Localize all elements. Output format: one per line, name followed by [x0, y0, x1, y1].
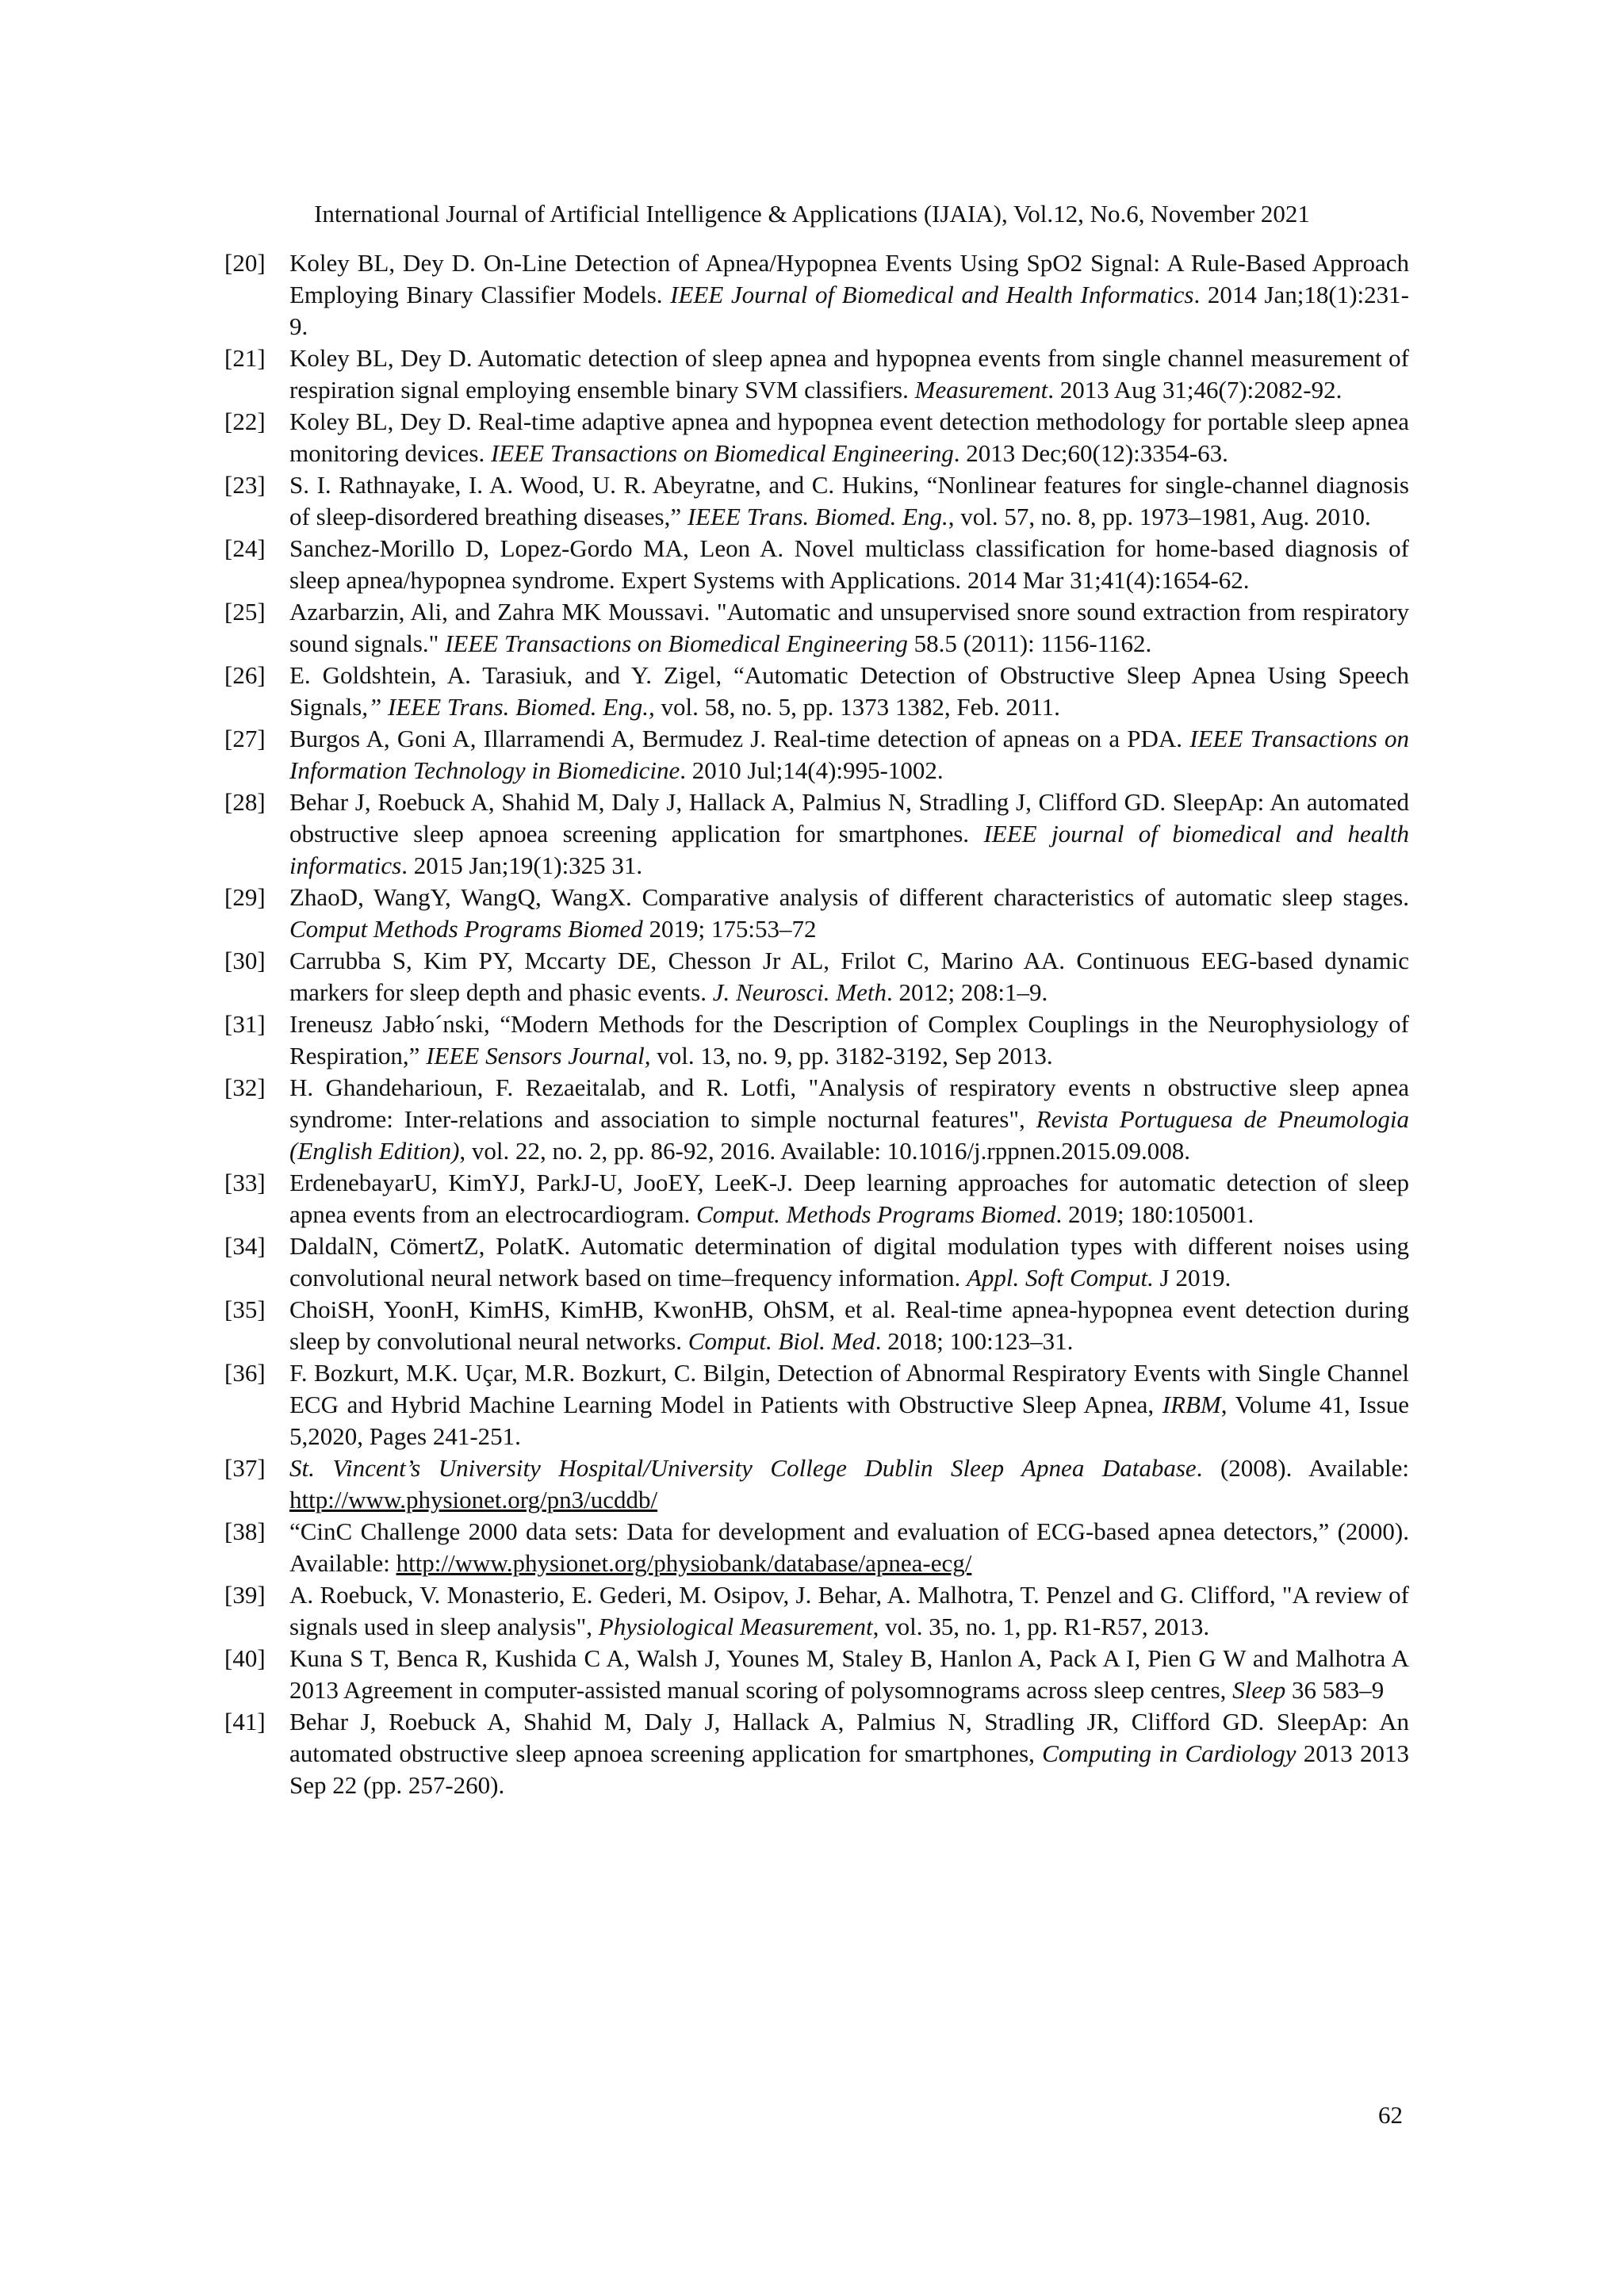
- reference-item: [224, 1294, 1409, 1357]
- reference-text-segment: Burgos A, Goni A, Illarramendi A, Bermudez J. Real-time detection of apneas on a PDA.: [289, 725, 1190, 752]
- reference-italic-text: Appl. Soft Comput.: [966, 1264, 1154, 1292]
- reference-text-segment: . 2012; 208:1–9.: [886, 978, 1048, 1006]
- reference-list: [224, 247, 1409, 1801]
- reference-text-segment: . 2014 Jan;18(1):231-9.: [289, 281, 1409, 340]
- reference-text: [289, 1516, 1409, 1579]
- reference-text: [289, 469, 1409, 533]
- reference-italic-text: IEEE Transactions on Biomedical Engineering: [445, 629, 908, 657]
- reference-item: [224, 469, 1409, 533]
- reference-text-segment: H. Ghandeharioun, F. Rezaeitalab, and R. Lotfi, "Analysis of respiratory events n obstructive sleep apnea syndrome: Inter-relations and association to simple nocturnal features",: [289, 1073, 1409, 1133]
- reference-item: [224, 342, 1409, 406]
- reference-text: [289, 1294, 1409, 1357]
- reference-text-segment: . 2013 Dec;60(12):3354-63.: [953, 439, 1228, 467]
- reference-text-segment: . 2013 Aug 31;46(7):2082-92.: [1048, 376, 1342, 404]
- reference-text: [289, 1452, 1409, 1516]
- reference-text-segment: DaldalN, CömertZ, PolatK. Automatic determination of digital modulation types with different noises using convolutional neural network based on time–frequency information.: [289, 1232, 1409, 1292]
- reference-text: [289, 1357, 1409, 1452]
- reference-text-segment: vol. 58, no. 5, pp. 1373 1382, Feb. 2011.: [654, 693, 1060, 721]
- reference-text: [289, 945, 1409, 1008]
- reference-item: [224, 247, 1409, 342]
- reference-item: [224, 1643, 1409, 1706]
- reference-text: [289, 1008, 1409, 1072]
- reference-text-segment: S. I. Rathnayake, I. A. Wood, U. R. Abeyratne, and C. Hukins, “Nonlinear features for single-channel diagnosis of sleep-disordered breathing diseases,”: [289, 471, 1409, 530]
- reference-italic-text: IEEE journal of biomedical and health informatics: [289, 820, 1409, 879]
- reference-number: [38]: [224, 1517, 266, 1545]
- reference-italic-text: IEEE Transactions on Information Technology in Biomedicine: [289, 725, 1409, 784]
- reference-text: [289, 342, 1409, 406]
- reference-italic-text: Comput. Biol. Med: [688, 1327, 875, 1355]
- reference-number: [20]: [224, 249, 266, 277]
- reference-number: [39]: [224, 1581, 266, 1609]
- reference-text-segment: A. Roebuck, V. Monasterio, E. Gederi, M. Osipov, J. Behar, A. Malhotra, T. Penzel and G. Clifford, "A review of signals used in sleep analysis",: [289, 1581, 1409, 1640]
- reference-number: [21]: [224, 344, 266, 372]
- reference-text-segment: Ireneusz Jabło´nski, “Modern Methods for the Description of Complex Couplings in the Neurophysiology of Respiration,”: [289, 1010, 1409, 1070]
- page-number: 62: [1378, 2101, 1403, 2129]
- reference-text-segment: ChoiSH, YoonH, KimHS, KimHB, KwonHB, OhSM, et al. Real-time apnea-hypopnea event detection during sleep by convolutional neural networks.: [289, 1295, 1409, 1355]
- reference-italic-text: IRBM: [1162, 1391, 1221, 1418]
- reference-text-segment: . 2010 Jul;14(4):995-1002.: [680, 756, 944, 784]
- reference-text-segment: F. Bozkurt, M.K. Uçar, M.R. Bozkurt, C. Bilgin, Detection of Abnormal Respiratory Events with Single Channel ECG and Hybrid Machine Learning Model in Patients with Obstructive Sleep Apnea,: [289, 1359, 1409, 1418]
- reference-item: [224, 1579, 1409, 1643]
- reference-italic-text: Sleep: [1232, 1676, 1286, 1704]
- reference-link[interactable]: http://www.physionet.org/physiobank/database/apnea-ecg/: [396, 1549, 972, 1577]
- reference-item: [224, 1230, 1409, 1294]
- reference-link[interactable]: http://www.physionet.org/pn3/ucddb/: [289, 1486, 658, 1513]
- reference-item: [224, 406, 1409, 469]
- reference-text: [289, 596, 1409, 660]
- reference-italic-text: Revista Portuguesa de Pneumologia (English Edition): [289, 1105, 1409, 1165]
- reference-text-segment: , vol. 57, no. 8, pp. 1973–1981, Aug. 2010.: [948, 503, 1371, 530]
- reference-text-segment: 2019; 175:53–72: [642, 915, 817, 943]
- reference-italic-text: Measurement: [914, 376, 1048, 404]
- reference-text: [289, 1167, 1409, 1230]
- reference-italic-text: Physiological Measurement: [598, 1613, 873, 1640]
- reference-item: [224, 660, 1409, 723]
- reference-number: [25]: [224, 598, 266, 626]
- reference-text-segment: Sanchez-Morillo D, Lopez-Gordo MA, Leon A. Novel multiclass classification for home-based diagnosis of sleep apnea/hypopnea syndrome. Expert Systems with Applications. 2014 Mar 31;41(4):1654-62.: [289, 534, 1409, 594]
- reference-number: [30]: [224, 947, 266, 974]
- reference-item: [224, 1008, 1409, 1072]
- reference-item: [224, 596, 1409, 660]
- reference-text: [289, 1706, 1409, 1801]
- reference-number: [24]: [224, 534, 266, 562]
- reference-number: [33]: [224, 1169, 266, 1196]
- reference-item: [224, 1167, 1409, 1230]
- journal-header: International Journal of Artificial Intelligence & Applications (IJAIA), Vol.12, No.6, November 2021: [314, 200, 1310, 228]
- reference-italic-text: IEEE Journal of Biomedical and Health Informatics: [670, 281, 1194, 308]
- reference-text: [289, 660, 1409, 723]
- reference-italic-text: IEEE Trans. Biomed. Eng.: [687, 503, 948, 530]
- reference-text-segment: Koley BL, Dey D. Automatic detection of sleep apnea and hypopnea events from single channel measurement of respiration signal employing ensemble binary SVM classifiers.: [289, 344, 1409, 404]
- reference-text: [289, 247, 1409, 342]
- reference-italic-text: Computing in Cardiology: [1042, 1739, 1297, 1767]
- reference-item: [224, 533, 1409, 596]
- reference-text-segment: Koley BL, Dey D. On-Line Detection of Apnea/Hypopnea Events Using SpO2 Signal: A Rule-Based Approach Employing Binary Classifier Models.: [289, 249, 1409, 308]
- reference-italic-text: J. Neurosci. Meth: [712, 978, 887, 1006]
- reference-text: [289, 1579, 1409, 1643]
- reference-text-segment: ErdenebayarU, KimYJ, ParkJ-U, JooEY, LeeK-J. Deep learning approaches for automatic detection of sleep apnea events from an electrocardiogram.: [289, 1169, 1409, 1228]
- reference-italic-text: St. Vincent’s University Hospital/University College Dublin Sleep Apnea Database: [289, 1454, 1197, 1482]
- reference-italic-text: ,” IEEE Trans. Biomed. Eng.,: [362, 693, 655, 721]
- reference-number: [28]: [224, 788, 266, 816]
- reference-number: [29]: [224, 883, 266, 911]
- reference-italic-text: Comput Methods Programs Biomed: [289, 915, 643, 943]
- reference-number: [31]: [224, 1010, 266, 1038]
- reference-item: [224, 1452, 1409, 1516]
- reference-text-segment: . 2019; 180:105001.: [1055, 1200, 1254, 1228]
- reference-text: [289, 723, 1409, 786]
- reference-text: [289, 406, 1409, 469]
- reference-item: [224, 723, 1409, 786]
- reference-text-segment: . 2015 Jan;19(1):325 31.: [401, 851, 643, 879]
- reference-text-segment: ZhaoD, WangY, WangQ, WangX. Comparative analysis of different characteristics of automatic sleep stages.: [289, 883, 1409, 911]
- reference-text-segment: 2013 2013 Sep 22 (pp. 257-260).: [289, 1739, 1410, 1799]
- reference-text-segment: E. Goldshtein, A. Tarasiuk, and Y. Zigel, “Automatic Detection of Obstructive Sleep Apnea Using Speech Signals: [289, 661, 1409, 721]
- reference-text-segment: , Volume 41, Issue 5,2020, Pages 241-251.: [289, 1391, 1409, 1450]
- reference-number: [22]: [224, 408, 266, 435]
- reference-item: [224, 1706, 1409, 1801]
- reference-number: [35]: [224, 1295, 266, 1323]
- reference-number: [34]: [224, 1232, 266, 1260]
- reference-text-segment: Kuna S T, Benca R, Kushida C A, Walsh J, Younes M, Staley B, Hanlon A, Pack A I, Pien G W and Malhotra A 2013 Agreement in computer-assisted manual scoring of polysomnograms across sleep centres,: [289, 1644, 1409, 1704]
- reference-number: [26]: [224, 661, 266, 689]
- reference-text-segment: Koley BL, Dey D. Real-time adaptive apnea and hypopnea event detection methodology for portable sleep apnea monitoring devices.: [289, 408, 1409, 467]
- reference-number: [37]: [224, 1454, 266, 1482]
- reference-text-segment: Behar J, Roebuck A, Shahid M, Daly J, Hallack A, Palmius N, Stradling JR, Clifford GD. SleepAp: An automated obstructive sleep apnoea screening application for smartphones,: [289, 1708, 1409, 1767]
- reference-text-segment: J 2019.: [1153, 1264, 1231, 1292]
- reference-item: [224, 1357, 1409, 1452]
- reference-italic-text: IEEE Transactions on Biomedical Engineering: [490, 439, 954, 467]
- reference-number: [36]: [224, 1359, 266, 1387]
- reference-number: [27]: [224, 725, 266, 752]
- reference-number: [23]: [224, 471, 266, 499]
- reference-number: [40]: [224, 1644, 266, 1672]
- reference-text: [289, 882, 1409, 945]
- reference-italic-text: Comput. Methods Programs Biomed: [695, 1200, 1056, 1228]
- reference-item: [224, 882, 1409, 945]
- reference-number: [32]: [224, 1073, 266, 1101]
- reference-text-segment: Behar J, Roebuck A, Shahid M, Daly J, Hallack A, Palmius N, Stradling J, Clifford GD. SleepAp: An automated obstructive sleep apnoea screening application for smartphones.: [289, 788, 1409, 848]
- reference-text: [289, 786, 1409, 882]
- reference-text: [289, 533, 1409, 596]
- reference-text-segment: “CinC Challenge 2000 data sets: Data for development and evaluation of ECG-based apnea detectors,” (2000). Available:: [289, 1517, 1409, 1577]
- reference-item: [224, 786, 1409, 882]
- reference-text: [289, 1643, 1409, 1706]
- reference-text-segment: . 2018; 100:123–31.: [875, 1327, 1074, 1355]
- reference-item: [224, 945, 1409, 1008]
- reference-item: [224, 1516, 1409, 1579]
- reference-italic-text: IEEE Sensors Journal,: [426, 1042, 651, 1070]
- reference-text-segment: 58.5 (2011): 1156-1162.: [907, 629, 1152, 657]
- reference-text-segment: vol. 13, no. 9, pp. 3182-3192, Sep 2013.: [650, 1042, 1053, 1070]
- reference-text-segment: , vol. 22, no. 2, pp. 86-92, 2016. Available: 10.1016/j.rppnen.2015.09.008.: [459, 1137, 1191, 1165]
- reference-text-segment: . (2008). Available:: [1196, 1454, 1409, 1482]
- reference-item: [224, 1072, 1409, 1167]
- reference-text: [289, 1230, 1409, 1294]
- reference-text-segment: , vol. 35, no. 1, pp. R1-R57, 2013.: [872, 1613, 1210, 1640]
- reference-text-segment: Carrubba S, Kim PY, Mccarty DE, Chesson Jr AL, Frilot C, Marino AA. Continuous EEG-based dynamic markers for sleep depth and phasic events.: [289, 947, 1409, 1006]
- reference-text-segment: Azarbarzin, Ali, and Zahra MK Moussavi. "Automatic and unsupervised snore sound extraction from respiratory sound signals.": [289, 598, 1409, 657]
- reference-text-segment: 36 583–9: [1285, 1676, 1385, 1704]
- reference-number: [41]: [224, 1708, 266, 1735]
- reference-text: [289, 1072, 1409, 1167]
